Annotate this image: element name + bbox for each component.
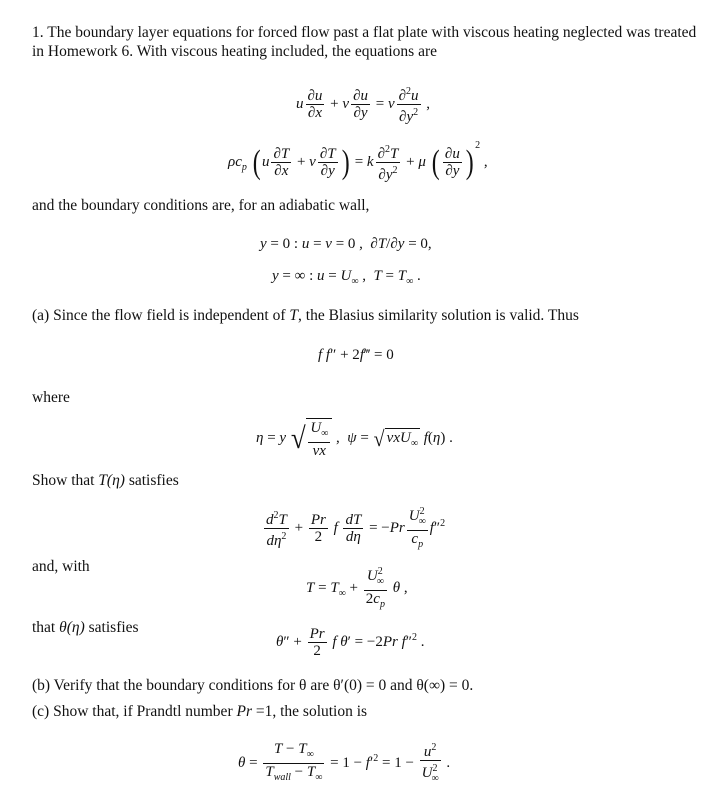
part-a-text: (a) Since the flow field is independent of T, the Blasius similarity solution is valid. Thus <box>32 307 579 324</box>
part-b-text: (b) Verify that the boundary conditions for θ are θ′(0) = 0 and θ(∞) = 0. <box>32 677 474 694</box>
similarity-variables: η = y √ $\frac{U_\infty}{\nu x}$ , ψ = √ νxU$_\infty$ f(η) . <box>256 420 453 459</box>
freestream-boundary-condition: y = ∞ : $u = U_\infty$ , $T = T_\infty$ . <box>272 268 421 287</box>
where-label: where <box>32 389 70 406</box>
solution-equation: θ = $\frac{T - T_\infty}{T_{wall} - T_\infty}$ = $1 - f'^2 = 1$ − $\frac{u^2}{U^2_\infty}$ . <box>238 740 450 787</box>
wall-boundary-condition: y = 0 : u = v = 0 , ∂T/∂y = 0, <box>260 236 432 252</box>
bc-intro: and the boundary conditions are, for an adiabatic wall, <box>32 197 370 214</box>
that-theta-text: that θ(η) satisfies <box>32 619 139 636</box>
temperature-definition: $T = T_\infty$ + $\frac{U^2_\infty}{2c_p}$ θ , <box>306 564 408 613</box>
intro-line-2: in Homework 6. With viscous heating included, the equations are <box>32 43 438 60</box>
temperature-ode: $\frac{d^2T}{d\eta^2}$ + $\frac{Pr}{2}$ f $\frac{dT}{d\eta}$ = −Pr $\frac{U^2_\infty}{c_p}$ f″$^2$ <box>262 504 445 553</box>
momentum-equation: u $\frac{\partial u}{\partial x}$ + v $\frac{\partial u}{\partial y}$ = ν $\frac{\partial^2u}{\partial y^2}$ , <box>296 86 431 125</box>
theta-ode: θ″ + $\frac{Pr}{2}$ f θ′ = −2Pr f″$^2$ . <box>276 626 425 659</box>
blasius-equation: f f″ + 2f‴ = 0 <box>318 347 394 363</box>
and-with-label: and, with <box>32 558 90 575</box>
show-that-text: Show that T(η) satisfies <box>32 472 179 489</box>
energy-equation: $\rho c_p$ ( u $\frac{\partial T}{\partial x}$ + v $\frac{\partial T}{\partial y}$ ) = k $\frac{\partial^2T}{\partial y^2}$ + μ ( $\frac{\partial u}{\partial y}$ ) $^2$ , <box>228 140 488 184</box>
intro-line-1: 1. The boundary layer equations for forced flow past a flat plate with viscous heating neglected was treated <box>32 24 697 41</box>
part-c-text: (c) Show that, if Prandtl number Pr =1, the solution is <box>32 703 368 720</box>
